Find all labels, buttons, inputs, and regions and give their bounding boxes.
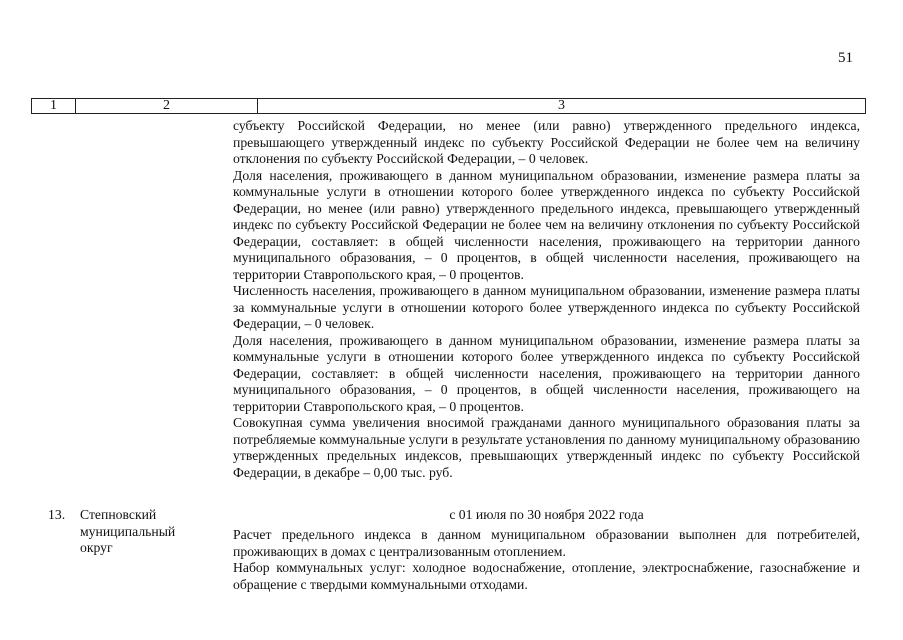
paragraph: Доля населения, проживающего в данном муниципальном образовании, изменение размера платы за коммунальные услуги в отношении которого более утвержденного индекса по субъекту Российской Федерации, составляет: в общей численности населения, проживающего на территории данного муниципального образования, – 0 процентов, в общей численности населения, проживающего на территории Ставропольского края, – 0 процентов.	[233, 332, 860, 414]
row13-text	[233, 527, 860, 593]
header-cell-2: 2	[76, 99, 258, 113]
header-cell-3: 3	[558, 98, 565, 113]
paragraph: Набор коммунальных услуг: холодное водоснабжение, отопление, электроснабжение, газоснабжение и обращение с твердыми коммунальными отходами.	[233, 560, 860, 592]
period-heading: с 01 июля по 30 ноября 2022 года	[449, 507, 644, 522]
header-cell-1: 1	[32, 99, 76, 113]
page-number: 51	[838, 50, 853, 66]
continuation-text	[233, 118, 860, 481]
paragraph: Численность населения, проживающего в данном муниципальном образовании, изменение размера платы за коммунальные услуги в отношении которого более утвержденного индекса по субъекту Российской Федерации, – 0 человек.	[233, 283, 860, 331]
paragraph: Доля населения, проживающего в данном муниципальном образовании, изменение размера платы за коммунальные услуги в отношении которого более утвержденного индекса по субъекту Российской Федерации, но менее (или равно) утвержденного предельного индекса, превышающего утвержденный индекс по субъекту Российской Федерации не более чем на величину отклонения по субъекту Российской Федерации, составляет: в общей численности населения, проживающего на территории данного муниципального образования, – 0 процентов, в общей численности населения, проживающего на территории Ставропольского края, – 0 процентов.	[233, 167, 860, 282]
paragraph: субъекту Российской Федерации, но менее (или равно) утвержденного предельного индекса, превышающего утвержденный индекс по субъекту Российской Федерации не более чем на величину отклонения по субъекту Российской Федерации, – 0 человек.	[233, 118, 860, 166]
paragraph: Совокупная сумма увеличения вносимой гражданами данного муниципального образования платы за потребляемые коммунальные услуги в результате установления по данному муниципальному образованию утвержденных предельных индексов, превышающих утвержденный индекс по субъекту Российской Федерации, в декабре – 0,00 тыс. руб.	[233, 415, 860, 480]
row-number: 13.	[48, 507, 66, 522]
municipality-name: Степновский муниципальный округ	[80, 507, 176, 555]
paragraph: Расчет предельного индекса в данном муниципальном образовании выполнен для потребителей, проживающих в домах с централизованным отоплением.	[233, 527, 860, 559]
table-header-row	[31, 98, 866, 114]
